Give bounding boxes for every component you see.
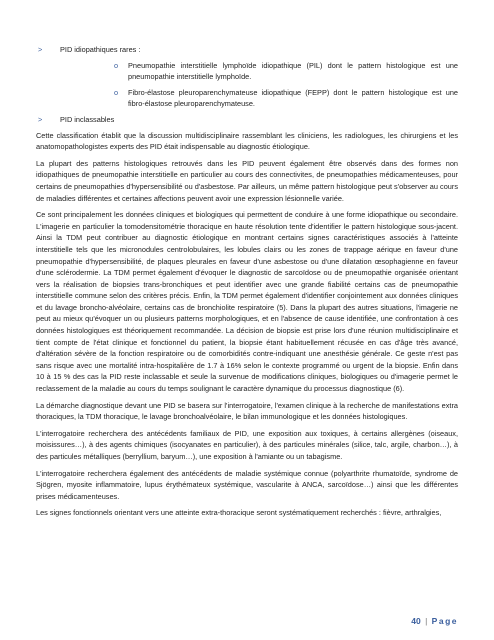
sub-list xyxy=(60,60,458,110)
sub-list-item xyxy=(60,87,458,110)
paragraph-diagnostic-approach: La démarche diagnostique devant une PID se basera sur l'interrogatoire, l'examen clinique à la recherche de manifestations extra thoraciques, la TDM thoracique, le lavage bronchoalvéolaire, le bilan immunologique et les données histologiques. xyxy=(36,400,458,422)
page-number: 40 xyxy=(411,616,421,626)
bullet-circle-icon: o xyxy=(114,87,119,97)
sub-list-item xyxy=(60,60,458,83)
footer-separator: | xyxy=(425,616,428,626)
page-footer xyxy=(411,616,458,628)
list-item-text: PID inclassables xyxy=(60,114,115,124)
bullet-circle-icon: o xyxy=(114,60,119,70)
bullet-arrow-icon: > xyxy=(38,45,43,54)
paragraph-patterns: La plupart des patterns histologiques retrouvés dans les PID peuvent également être observés dans des formes non idiopathiques de pneumopathie interstitielle en particulier au cours des connectivites, de pneumopathies médicamenteuses, pour certains de pneumopathies d'hypersensibilité ou d'asbestose. Par ailleurs, un même pattern histologique peut s'observer au cours de maladies différentes et certaines affections peuvent avoir une expression lésionnelle variée. xyxy=(36,158,458,203)
sub-list-item-text: Pneumopathie interstitielle lymphoïde idiopathique (PIL) dont le pattern histologique est une pneumopathie interstitielle lymphoïde. xyxy=(128,60,458,82)
list-item xyxy=(36,114,458,126)
paragraph-interrogation-history: L'interrogatoire recherchera également des antécédents de maladie systémique connue (polyarthrite rhumatoïde, syndrome de Sjögren, myosite inflammatoire, lupus érythémateux systémique, vascularite à ANCA, sarcoïdose…) ainsi que les différentes prises médicamenteuses. xyxy=(36,468,458,501)
paragraph-interrogation-exposure: L'interrogatoire recherchera des antécédents familiaux de PID, une exposition aux toxiques, à certains allergènes (oiseaux, moisissures…), à des agents chimiques (isocyanates en particulier), à des particules minérales (silice, talc, argile, charbon…), à des particules métalliques (berryllium, baryum…), une exposition à l'amiante ou un tabagisme. xyxy=(36,428,458,461)
bullet-arrow-icon: > xyxy=(38,114,43,124)
list-item-text: PID idiopathiques rares : xyxy=(60,45,141,54)
list-item xyxy=(36,44,458,110)
paragraph-classification: Cette classification établit que la discussion multidisciplinaire rassemblant les cliniciens, les radiologues, les chirurgiens et les anatomopathologistes experts des PID était indispensable au diagnostic étiologique. xyxy=(36,130,458,152)
paragraph-imaging: Ce sont principalement les données cliniques et biologiques qui permettent de conduire à une forme idiopathique ou secondaire. L'imagerie en particulier la tomodensitométrie thoracique en haute résolution tente d'identifier le pattern histologique sous-jacent. Ainsi la TDM peut contribuer au diagnostic étiologique en montrant certains signes caractéristiques associés à l'atteinte interstitielle tels que les micronodules centrolobulaires, les lobules clairs ou les zones de trappage aérique en faveur d'une pneumopathie d'hypersensibilité, de plaques pleurales en faveur d'une asbestose ou d'une dilatation œsophagienne en faveur d'une sclérodermie. La TDM permet également d'évoquer le diagnostic de sarcoïdose ou de pneumopathie organisée orientant vers la réalisation de biopsies trans-bronchiques et peut identifier avec une grande fiabilité certains cas de pneumopathie interstitielle commune selon des critères précis. Enfin, la TDM permet également d'identifier conjointement aux données cliniques et du lavage broncho-alvéolaire, certains cas de bronchiolite respiratoire (5). Dans la plupart des autres situations, l'imagerie ne peut au mieux qu'évoquer un ou plusieurs patterns morphologiques, et en l'absence de cause identifiée, une confrontation à ces données histologiques est théoriquement recommandée. La décision de biopsie est prise lors d'une réunion multidisciplinaire et tient compte de l'état clinique et fonctionnel du patient, la biopsie étant habituellement récusée en cas d'âge très avancé, d'altération sévère de la fonction respiratoire ou de comorbidités contre-indiquant une anesthésie générale. Ce geste n'est pas sans risque avec une mortalité intra-hospitalière de 1.7 à 16% selon le contexte programmé ou urgent de la biopsie. Enfin dans 10 à 15 % des cas la PID reste inclassable et seule la survenue de modifications cliniques, biologiques ou d'imagerie permet le reclassement de la maladie au cours du temps soulignant le caractère dynamique du processus diagnostique (6). xyxy=(36,210,458,394)
classification-list xyxy=(36,44,458,126)
sub-list-item-text: Fibro-élastose pleuroparenchymateuse idiopathique (FEPP) dont le pattern histologique est une fibro-élastose pleuroparenchymateuse. xyxy=(128,87,458,109)
page-label: Page xyxy=(431,616,458,626)
paragraph-functional-signs: Les signes fonctionnels orientant vers une atteinte extra-thoracique seront systématiquement recherchés : fièvre, arthralgies, xyxy=(36,508,442,518)
